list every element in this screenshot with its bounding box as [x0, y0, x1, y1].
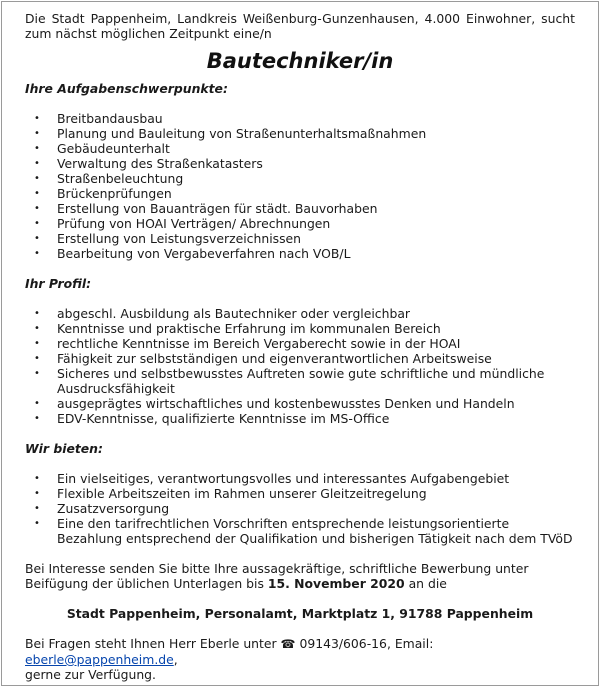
list-item-text: Brückenprüfungen: [57, 186, 172, 201]
bullet-list: [25, 111, 575, 261]
bullet-icon: •: [34, 128, 40, 139]
list-item: [25, 231, 575, 246]
list-item-text: rechtliche Kenntnisse im Bereich Vergaberecht sowie in der HOAI: [57, 336, 461, 351]
application-text-after: an die: [404, 576, 447, 591]
bullet-icon: •: [34, 143, 40, 154]
list-item-text: Zusatzversorgung: [57, 501, 170, 516]
job-title: Bautechniker/in: [206, 49, 394, 73]
bullet-list: [25, 306, 575, 426]
bullet-icon: •: [34, 338, 40, 349]
list-item-text: Erstellung von Leistungsverzeichnissen: [57, 231, 302, 246]
email-label: , Email:: [386, 636, 434, 651]
list-item: [25, 246, 575, 261]
list-item: [25, 306, 575, 321]
list-item: [25, 186, 575, 201]
list-item-text: Flexible Arbeitszeiten im Rahmen unserer Gleitzeitregelung: [57, 486, 427, 501]
bullet-icon: •: [34, 113, 40, 124]
job-posting: [1, 1, 599, 686]
bullet-icon: •: [34, 158, 40, 169]
section-heading: Ihr Profil:: [25, 276, 92, 291]
intro-text: Die Stadt Pappenheim, Landkreis Weißenburg-Gunzenhausen, 4.000 Einwohner, sucht zum nächst möglichen Zeitpunkt eine/n: [25, 11, 575, 41]
list-item-text: Prüfung von HOAI Verträgen/ Abrechnungen: [57, 216, 331, 231]
contact-text-before: Bei Fragen steht Ihnen Herr Eberle unter: [25, 636, 281, 651]
list-item-text: Verwaltung des Straßenkatasters: [57, 156, 263, 171]
application-text-before: Bei Interesse senden Sie bitte Ihre aussagekräftige, schriftliche Bewerbung unter Beifügung der üblichen Unterlagen bis: [25, 561, 529, 591]
bullet-icon: •: [34, 473, 40, 484]
bullet-icon: •: [34, 503, 40, 514]
list-item-text: Sicheres und selbstbewusstes Auftreten sowie gute schriftliche und mündliche Ausdrucksfähigkeit: [57, 366, 545, 396]
section-heading: Wir bieten:: [25, 441, 103, 456]
list-item: [25, 336, 575, 351]
list-item-text: Gebäudeunterhalt: [57, 141, 170, 156]
list-item-text: Eine den tarifrechtlichen Vorschriften entsprechende leistungsorientierte Bezahlung entsprechend der Qualifikation und bisherigen Tätigkeit nach dem TVöD: [57, 516, 573, 546]
list-item: [25, 486, 575, 501]
bullet-icon: •: [34, 203, 40, 214]
list-item-text: Straßenbeleuchtung: [57, 171, 184, 186]
bullet-icon: •: [34, 323, 40, 334]
list-item: [25, 366, 575, 396]
list-item: [25, 111, 575, 126]
list-item: [25, 411, 575, 426]
contact-text: [25, 636, 575, 682]
contact-text-after: ,: [173, 652, 178, 667]
list-item: [25, 396, 575, 411]
email-link[interactable]: eberle@pappenheim.de: [25, 652, 174, 667]
bullet-icon: •: [34, 368, 40, 379]
phone-icon: ☎: [280, 637, 296, 651]
bullet-icon: •: [34, 413, 40, 424]
list-item-text: Erstellung von Bauanträgen für städt. Bauvorhaben: [57, 201, 378, 216]
bullet-list: [25, 471, 575, 546]
list-item: [25, 351, 575, 366]
list-item-text: ausgeprägtes wirtschaftliches und kostenbewusstes Denken und Handeln: [57, 396, 515, 411]
bullet-icon: •: [34, 248, 40, 259]
bullet-icon: •: [34, 188, 40, 199]
list-item-text: Fähigkeit zur selbstständigen und eigenverantwortlichen Arbeitsweise: [57, 351, 492, 366]
sections-container: [25, 81, 575, 546]
list-item: [25, 321, 575, 336]
bullet-icon: •: [34, 173, 40, 184]
section-heading: Ihre Aufgabenschwerpunkte:: [25, 81, 228, 96]
phone-number: 09143/606-16: [299, 636, 387, 651]
list-item-text: Kenntnisse und praktische Erfahrung im kommunalen Bereich: [57, 321, 441, 336]
bullet-icon: •: [34, 353, 40, 364]
list-item: [25, 141, 575, 156]
list-item-text: Breitbandausbau: [57, 111, 163, 126]
list-item: [25, 201, 575, 216]
list-item-text: abgeschl. Ausbildung als Bautechniker oder vergleichbar: [57, 306, 411, 321]
list-item: [25, 171, 575, 186]
address: Stadt Pappenheim, Personalamt, Marktplatz 1, 91788 Pappenheim: [66, 606, 534, 621]
bullet-icon: •: [34, 398, 40, 409]
list-item: [25, 156, 575, 171]
list-item-text: Planung und Bauleitung von Straßenunterhaltsmaßnahmen: [57, 126, 427, 141]
list-item: [25, 501, 575, 516]
list-item: [25, 516, 575, 546]
bullet-icon: •: [34, 518, 40, 529]
contact-closing: gerne zur Verfügung.: [25, 667, 156, 682]
bullet-icon: •: [34, 218, 40, 229]
list-item: [25, 471, 575, 486]
bullet-icon: •: [34, 488, 40, 499]
list-item-text: Bearbeitung von Vergabeverfahren nach VOB/L: [57, 246, 351, 261]
list-item: [25, 126, 575, 141]
application-deadline: 15. November 2020: [267, 576, 405, 591]
bullet-icon: •: [34, 233, 40, 244]
list-item-text: EDV-Kenntnisse, qualifizierte Kenntnisse im MS-Office: [57, 411, 390, 426]
bullet-icon: •: [34, 308, 40, 319]
list-item-text: Ein vielseitiges, verantwortungsvolles und interessantes Aufgabengebiet: [57, 471, 510, 486]
application-text: [25, 561, 575, 591]
list-item: [25, 216, 575, 231]
